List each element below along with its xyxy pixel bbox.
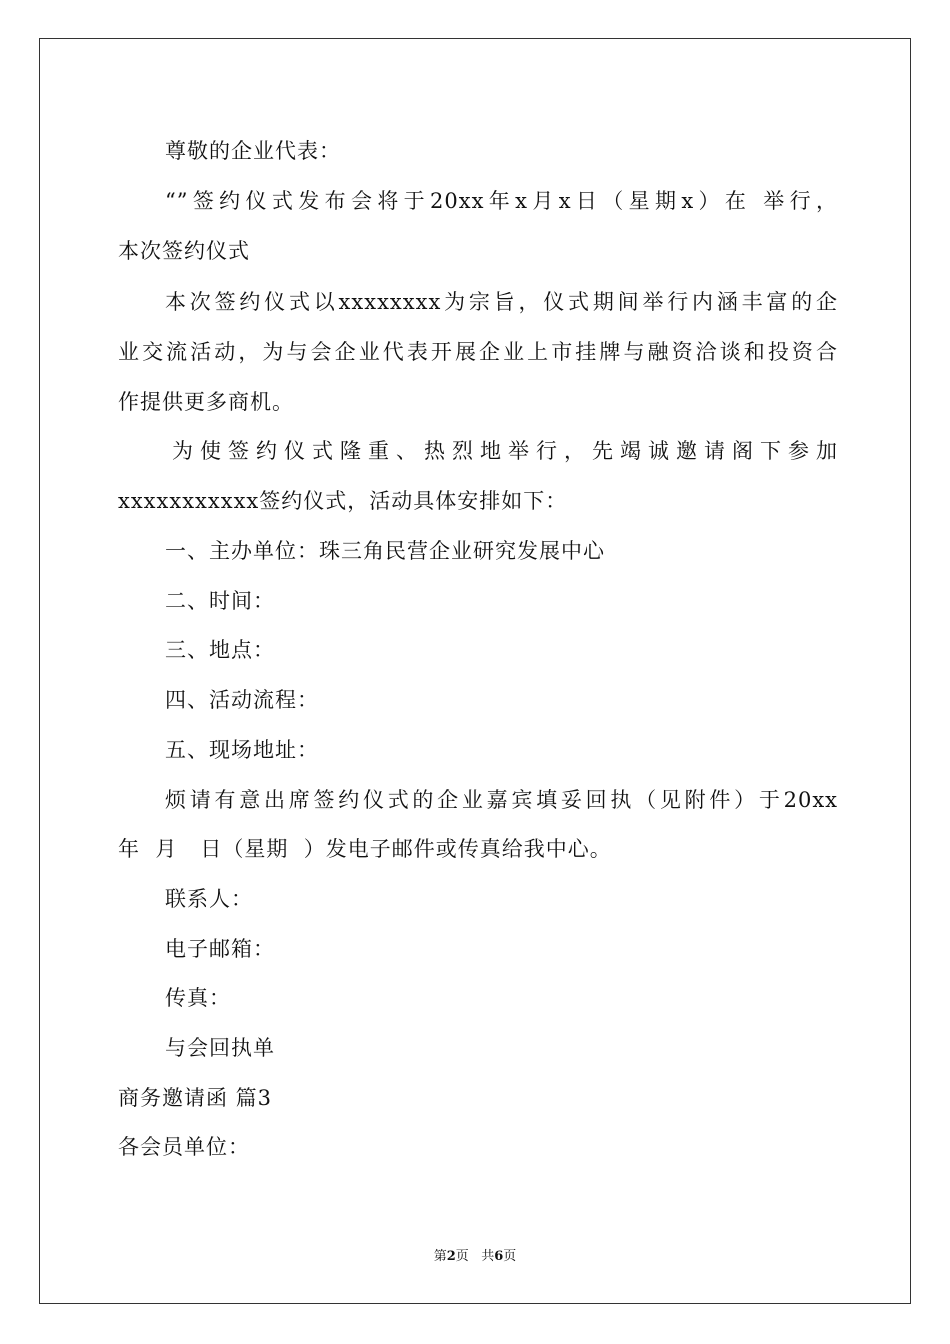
contact-person: 联系人： xyxy=(165,887,253,911)
para3-line2: xxxxxxxxxxx签约仪式，活动具体安排如下： xyxy=(118,489,568,513)
page-frame xyxy=(39,38,911,1304)
para4-line2: 年 月 日（星期 ）发电子邮件或传真给我中心。 xyxy=(118,837,612,861)
footer-mid: 页 共 xyxy=(455,1249,495,1264)
para2-line2: 业交流活动，为与会企业代表开展企业上市挂牌与融资洽谈和投资合 xyxy=(118,340,838,364)
item-address: 五、现场地址： xyxy=(165,738,319,762)
item-time: 二、时间： xyxy=(165,589,275,613)
footer-suffix: 页 xyxy=(503,1249,517,1264)
item-place: 三、地点： xyxy=(165,638,275,662)
footer-prefix: 第 xyxy=(433,1249,447,1264)
para1-line1: “”签约仪式发布会将于20xx年x月x日（星期x）在 举行， xyxy=(165,189,838,213)
receipt-title: 与会回执单 xyxy=(165,1036,275,1060)
section-title: 商务邀请函 篇3 xyxy=(118,1086,273,1110)
para1-line2: 本次签约仪式 xyxy=(118,239,250,263)
contact-fax: 传真： xyxy=(165,986,231,1010)
para3-line1: 为使签约仪式隆重、热烈地举行，先竭诚邀请阁下参加 xyxy=(172,439,838,463)
footer-total-pages: 6 xyxy=(494,1249,504,1264)
page-footer xyxy=(0,1248,950,1266)
para2-line1: 本次签约仪式以xxxxxxxx为宗旨，仪式期间举行内涵丰富的企 xyxy=(165,290,838,314)
contact-email: 电子邮箱： xyxy=(165,937,275,961)
salutation: 尊敬的企业代表： xyxy=(165,139,341,163)
para4-line1: 烦请有意出席签约仪式的企业嘉宾填妥回执（见附件）于20xx xyxy=(165,788,838,812)
item-organizer: 一、主办单位：珠三角民营企业研究发展中心 xyxy=(165,539,605,563)
item-flow: 四、活动流程： xyxy=(165,688,319,712)
para2-line3: 作提供更多商机。 xyxy=(118,390,294,414)
next-salutation: 各会员单位： xyxy=(118,1135,250,1159)
footer-page-number: 2 xyxy=(446,1249,456,1264)
